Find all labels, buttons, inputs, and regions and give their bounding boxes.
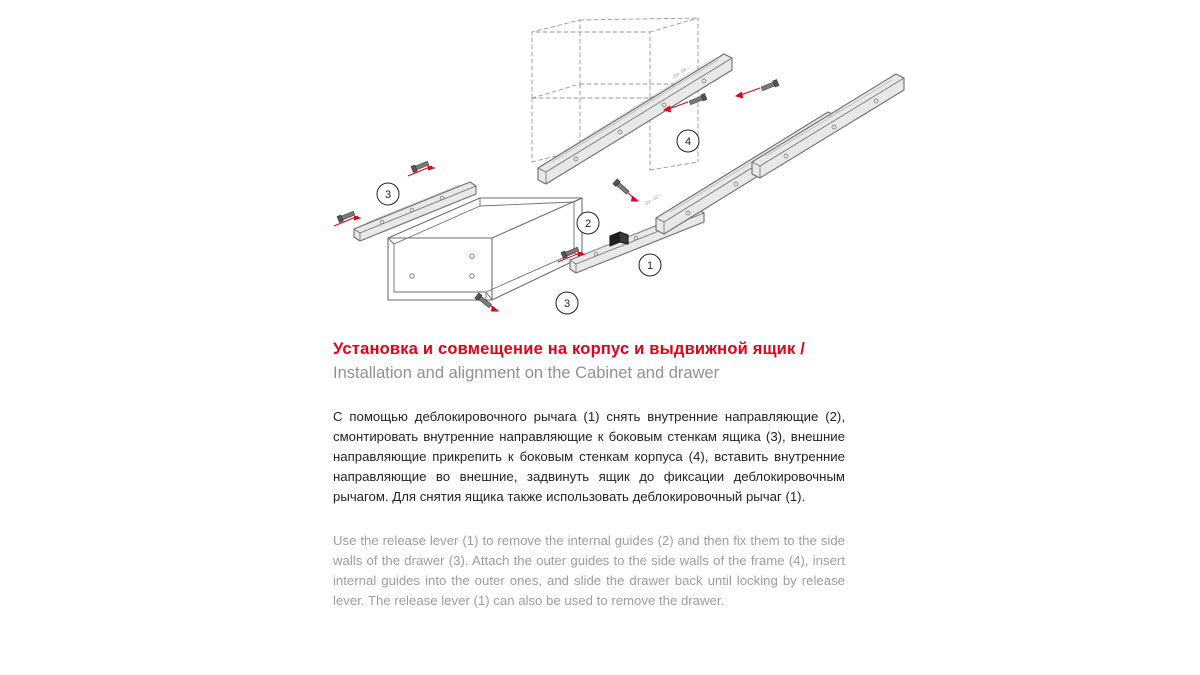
callout-1	[639, 254, 661, 276]
callout-3-upper	[377, 183, 399, 205]
outer-rail-far-right	[752, 74, 904, 178]
rail-mark-1: SM –SR –	[671, 65, 691, 79]
outer-rail-cabinet-upper	[538, 54, 732, 184]
callout-2-label: 2	[584, 218, 592, 230]
rail-mark-3: SM –SR –	[825, 105, 845, 119]
callout-3-lower	[556, 292, 578, 314]
callout-4-label: 4	[684, 136, 692, 148]
text-content	[333, 338, 853, 611]
heading-english: Installation and alignment on the Cabinet and drawer	[333, 364, 720, 383]
rail-mark-2: SM –SR –	[643, 192, 663, 206]
callout-1-label: 1	[646, 260, 654, 272]
callout-3-upper-label: 3	[384, 189, 392, 201]
callout-2	[577, 212, 599, 234]
paragraph-russian: С помощью деблокировочного рычага (1) снять внутренние направляющие (2), смонтировать внутренние направляющие к боковым стенкам ящика (3), внешние направляющие прикрепить к боковым стенкам корпуса (4), вставить внутренние направляющие во внешние, задвинуть ящик до фиксации деблокировочным рычагом. Для снятия ящика также использовать деблокировочный рычаг (1).	[333, 408, 845, 504]
paragraph-english: Use the release lever (1) to remove the internal guides (2) and then fix them to the side walls of the drawer (3). Attach the outer guides to the side walls of the frame (4), insert internal guides into the outer ones, and slide the drawer back until locking by release lever. The release lever (1) can also be used to remove the drawer.	[333, 532, 845, 609]
callout-4	[677, 130, 699, 152]
callout-3-lower-label: 3	[563, 298, 571, 310]
heading-russian: Установка и совмещение на корпус и выдвижной ящик /	[333, 340, 806, 358]
assembly-illustration	[320, 10, 940, 340]
